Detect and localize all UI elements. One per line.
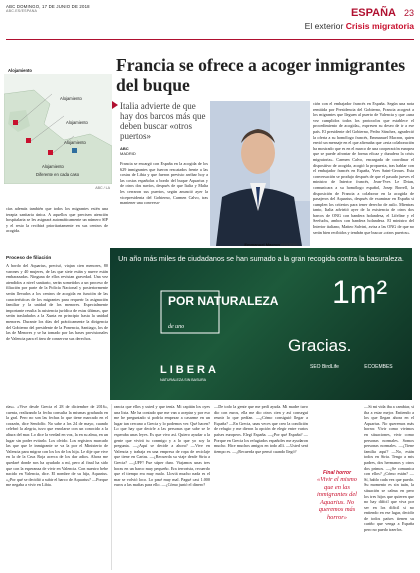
bottom-col-2: rancia que ellos y usted y que tenía. Mi capitán los oyes una lista. Me ha contado que me van a aceptar y por eso me he preguntado si podría empezar a casarme en un lugar tan cercano a Grecia y lo podemos ver. Qué hacen? Lo que hay que decirle a las personas que sabe se le esperaba unas leyes. Es que vivo así. Quiero ayudar a la gente que vivirá tu conmigo y a lo que yo soy la pregunta. —¿Aquí se decide a ahora? —Vive en Valencia y trabaja en una empresa de ropa de reciclaje que tiene en Cartas. —¿Recuerda su viaje desde Siria a Grecia? —¡UFF! Fue súper duro. Viajamos unas tres horas en un barco muy pequeño. Era terrorista, recuerdo que el tiempo era muy malo. Lloviá mucho nada es el mar se volvió loco. Lo pasé muy mal. Pagué casi 1.000 euros a las mafias para ello. —¿Cómo juntó el dinero? <box>114 404 210 488</box>
section-title: ESPAÑA <box>350 7 396 19</box>
byline-org: ABC <box>120 146 129 151</box>
header-dateline <box>6 4 90 13</box>
ad-tagline: POR NATURALEZA <box>168 294 279 308</box>
header-rule <box>6 39 414 40</box>
pull-quote-text: «Vivir el mismo que en las inmigrantes del Aquarius. No queremos más horror» <box>317 476 357 521</box>
map-label-2: Alojamiento <box>66 120 88 125</box>
article-col-2: ción con el embajador francés en España. Según una nota remitida por Presidencia del Gobierno, Francia acogerá a los migrantes que lleguen al puerto de Valencia y que «una vez cumplidos todos los protocolos que establece el procedimiento de acogida», expresen su deseo de ir a ese país. El presidente del Gobierno, Pedro Sánchez, agradeció la oferta a su homólogo francés, Emmanuel Macron, quien envió un mensaje en el que afirmaba que «esta colaboración ha mostrado que es en el marco de una cooperación europea que se puede afrontar de forma eficaz y duradera la crisis migratoria». Carmen Calvo, encargada de coordinar el dispositivo de acogida, acogió la propuesta, tras hablar con el embajador francés en España, Yves Saint-Geours. Esta conversación se produjo después de que el pasado jueves el ministro de Interior francés, Jean-Yves Le Drian, comunicara a su homólogo español, Josep Borrell, la disposición de Francia a colaborar en la acogida de pasajeros del Aquarius, después de examinar en España si cumplen los criterios para tener derecho de asilo. Mientras tanto, Italia advirtió ayer de la existencia de otros dos barcos de ONG con bandera holandesa, el Lifeline y el Seefuchs, ambos con bandera holandesa. El ministro del Interior italiano, Matteo Salvini, avisa a las ONG de que no serán bien recibidos y tendrán que buscar «otros puertos». <box>313 101 414 235</box>
dek-arrow-icon <box>112 101 118 109</box>
column-rule <box>111 404 112 570</box>
photo-macron <box>210 101 310 246</box>
left-col-body: A bordo del Aquarius, precisó, viajan cien menores, 80 varones y 40 mujeres, de las que siete están y nueve están embarazadas. Ninguna de ellos revistan gravedad. Una vez atendidos a nivel sanitario, serán sometidos a un proceso de filiación por parte de la Policía Nacional y posteriormente serán llevados a los centros de acogida en función de las características de los migrantes para requerir la asignación familiar y la unidad de los menores. Especialmente importante resulta la asistencia jurídica de estas últimas, que serán trasladados a la Xunta en principio hasta la unidad menores. Durante los días del prácticamente la dirigencia del Gobierno del presidente de la Ponencia, Santiago, los de las de Menores y se ha tomado por las bases provisionales de Valencia para el área de conservar sus derechos. <box>6 263 108 341</box>
ad-logo-sub: NATURALEZA SIN BASURA <box>160 378 207 382</box>
ad-partners <box>310 364 393 370</box>
advertisement[interactable] <box>110 248 412 400</box>
pull-quote-label: Final horror <box>322 470 352 476</box>
map-title: Alojamiento <box>8 68 32 73</box>
dateline-text: ABC DOMINGO, 17 DE JUNIO DE 2018 <box>6 4 90 9</box>
photo-caption <box>210 242 310 247</box>
dek: Italia advierte de que hay dos barcos más que deben buscar «otros puertos» <box>120 101 206 141</box>
caption-name: Emmanuel Macron <box>244 242 280 247</box>
map-label-5: Diferente en cada caso <box>36 172 80 177</box>
dateline-sub: ABC.ES/ESPANA <box>6 9 38 13</box>
caption-credit: REUTERS <box>281 243 298 247</box>
map-label-3: Alojamiento <box>64 140 86 145</box>
ad-gracias: Gracias. <box>288 336 352 355</box>
subsection-prefix: El exterior <box>304 21 344 31</box>
bottom-col-4: —Si mi vida iba a cambiar, si iba a estar mejor. Entiendo a los que llegan ahora en el Aquarius. No queremos más horror. Vivir como vivimos en situaciones, vivir como personas normales. Somos personas normales. —¿Tiene familia aquí? —No, están todos en Siria. Tengo a mis padres, dos hermanos y otros dos primos. —¿Se comunica con ellos? ¿Cómo están? —Sí, hablo cada vez que puedo. Su momento es sin tuán, la situación se calma en pero los tres hijos que quieren que no hay difícil que viva por ser en los difícil si no entiendo en ese lugar, decidir de todos países tienen su cariño que venga a España pero no puedo traerlos. <box>364 404 414 533</box>
header-section <box>305 3 414 31</box>
partner-2: ECOEMBES <box>364 364 393 370</box>
article-col-1: Francia se encargó con España en la acogida de los 629 inmigrantes que fueron rescatados frente a las costas de Libia y que fueron previsto arribar hoy a las costas españolas a bordo del buque Aquarius y de otros dos navíos, después de que Italia y Malta les cerraron sus puertos, según anunció ayer la vicepresidenta del Gobierno, Carmen Calvo, tras mantener una conversa- <box>120 161 208 206</box>
ad-big-text: 1m² <box>332 274 388 310</box>
bottom-col-3: —De todo la gente que me pedí ayuda. Mi madre tuvo dio con euros, ella me dio otros cien y así conseguí reunir lo que pedían. —¿Cómo consiguió llegar a España? —En Grecia, unas veces que creo la condición de refugio y me dieron la opción de elegir entre varios países europeos. Elegí España. —¿Por qué España? —Porque en Grecia los refugiados españoles me ayudaron mucho. Hice muchos amigos en todo allí. —Usted será tiempo es. —¿Recuerda que pensó cuando llegó? <box>214 404 308 454</box>
ad-headline: Un año más miles de ciudadanos se han sumado a la gran recogida contra la basuraleza. <box>118 254 404 263</box>
map-label-4: Alojamiento <box>42 164 64 169</box>
subsection <box>305 21 414 31</box>
left-subhead: Proceso de filiación <box>6 256 52 261</box>
left-col-top: cías además también que todos los migrantes estén una terapia sanitaria única. A aquellos que precisen atención hospitalaria se les asignará automáticamente un número SIP y el resto la recibirá prioritariamente en sus centros de acogida. <box>6 206 108 234</box>
bottom-col-1: rías». «Vive desde Grecia el 28 de diciembre de 2016», cuenta, realizando la fecha consulta la mismas graduada en la gral. Pero no son las fechas lo que tiene marcado en el corazón, dice Sendolfo. No sabe a los 24 de mayo, cuando celebró la alegria, tuvo que enrolarse con un conocido a la altura del mar. Lo dice la verdad en voz, la en su alma, en un lugar sin poder evitarlo. Los olvido. Los registros marcado las que que le inmigrante se va la por el Ministerio de Valencia para migrar con los los de los hija. Le dije que vive en la de la Cruz Roja acerca de los dar adios. Ahora me quedaré donde nos ha ayudado a mí, pero al final ha sido que con la esperanza de vivir en Valencia. Con nuestro bebe nacido en Valencia, dice. El nombre de su hija, Aquarius. «¿Por qué se decidió a subir el barco de Aquarius? —Porque me negaba a vivir en Libia. <box>6 404 108 488</box>
ad-small: de uno <box>168 324 185 330</box>
map-label-1: Alojamiento <box>60 96 82 101</box>
byline-place: MADRID <box>120 151 136 156</box>
ad-logo: LIBERA <box>160 364 219 376</box>
byline <box>120 146 136 156</box>
map-credit: ABC / LA <box>95 186 110 190</box>
pull-quote <box>312 470 362 522</box>
subsection-name: Crisis migratoria <box>345 21 414 31</box>
infographic-map <box>4 60 112 205</box>
page-number: 23 <box>403 8 414 18</box>
portrait-graphic <box>210 101 310 246</box>
headline: Francia se ofrece a acoger inmigrantes del buque <box>116 55 406 95</box>
partner-1: SEO BirdLife <box>310 364 339 370</box>
